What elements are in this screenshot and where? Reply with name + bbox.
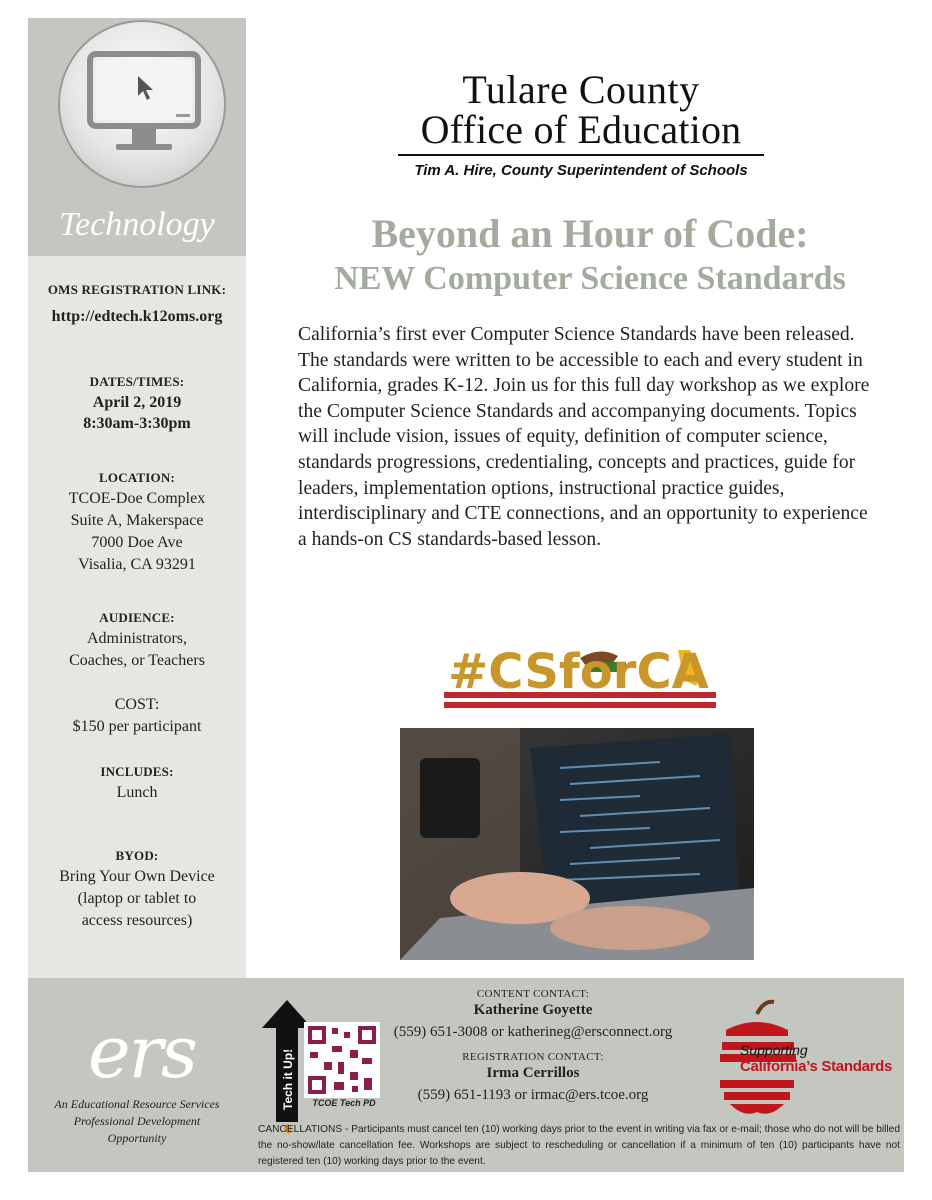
registration-heading: OMS REGISTRATION LINK: <box>47 282 227 297</box>
contacts-block <box>368 988 698 1106</box>
tcoe-logo <box>396 67 766 179</box>
superintendent-line: Tim A. Hire, County Superintendent of Schools <box>414 162 748 179</box>
cost-heading: COST: <box>114 696 160 713</box>
org-name-line2: Office of Education <box>420 107 742 152</box>
byod-block <box>28 848 246 932</box>
registration-link[interactable]: http://edtech.k12oms.org <box>51 308 223 325</box>
info-sidebar <box>28 18 246 978</box>
contact-footer <box>28 978 904 1172</box>
content-contact-name: Katherine Goyette <box>473 1002 593 1018</box>
content-contact-heading: CONTENT CONTACT: <box>476 988 590 1000</box>
location-line: 7000 Doe Ave <box>91 534 183 551</box>
includes-heading: INCLUDES: <box>100 764 174 779</box>
byod-line: access resources) <box>81 912 193 929</box>
location-line: Visalia, CA 93291 <box>78 556 196 573</box>
supporting-label: Supporting <box>740 1042 808 1058</box>
csforca-hashtag: #CSforCA <box>448 644 709 700</box>
monitor-badge <box>58 20 226 188</box>
event-date: April 2, 2019 <box>92 394 182 411</box>
logo-divider <box>398 154 764 156</box>
workshop-description: California’s first ever Computer Science Standards have been released. The standards were written to be accessible to each and every student in California, grades K-12. Join us for this full day workshop as we explore the Computer Science Standards and accompanying documents. Topics will include vision, issues of equity, definition of computer science, standards progressions, credentialing, concepts and practices, guide for leaders, implementation options, instructional practice guides, interdisciplinary and CTE connections, and an opportunity to experience a hands-on CS standards-based lesson. <box>298 324 870 550</box>
california-standards-label: California’s Standards <box>740 1058 893 1075</box>
csforca-logo <box>440 636 720 712</box>
dates-block <box>28 374 246 434</box>
ers-logo: ers <box>88 1010 196 1094</box>
byod-line: Bring Your Own Device <box>59 868 215 885</box>
org-name-line1: Tulare County <box>462 67 700 112</box>
location-heading: LOCATION: <box>99 470 175 485</box>
byod-heading: BYOD: <box>115 848 159 863</box>
content-contact-details[interactable]: (559) 651-3008 or katherineg@ersconnect.org <box>393 1024 673 1040</box>
registration-contact-heading: REGISTRATION CONTACT: <box>462 1051 604 1063</box>
category-label: Technology <box>59 206 215 243</box>
audience-line: Coaches, or Teachers <box>69 652 205 669</box>
workshop-title: Beyond an Hour of Code: <box>371 211 809 256</box>
audience-line: Administrators, <box>87 630 187 647</box>
ers-caption-line: Professional Development <box>73 1114 201 1128</box>
registration-contact-name: Irma Cerrillos <box>486 1065 580 1081</box>
computer-monitor-icon <box>86 48 202 158</box>
ers-caption-line: An Educational Resource Services <box>54 1097 220 1111</box>
registration-link-block <box>28 282 246 327</box>
csforca-logo-graphic <box>440 636 720 712</box>
workshop-subtitle: NEW Computer Science Standards <box>334 260 846 297</box>
audience-block <box>28 610 246 672</box>
sidebar-header <box>28 18 246 256</box>
audience-heading: AUDIENCE: <box>99 610 175 625</box>
cancellation-policy: CANCELLATIONS - Participants must cancel ten (10) working days prior to the event in writing via fax or e-mail; those who do not will be billed the no-show/late cancellation fee. Workshops are subject to rescheduling or cancellation if a minimum of ten (10) participants have not registered ten (10) working days prior to the event. <box>258 1124 900 1167</box>
laptop-coding-photo <box>400 728 754 960</box>
supporting-standards-logo <box>740 1042 900 1075</box>
ers-caption-line: Opportunity <box>107 1131 167 1145</box>
ers-caption <box>28 1096 246 1147</box>
registration-contact-details[interactable]: (559) 651-1193 or irmac@ers.tcoe.org <box>417 1087 649 1103</box>
cost-value: $150 per participant <box>72 718 202 735</box>
event-time: 8:30am-3:30pm <box>83 415 191 432</box>
dates-heading: DATES/TIMES: <box>89 374 185 389</box>
includes-block <box>28 764 246 804</box>
tech-it-up-label: Tech it Up! <box>281 1048 295 1110</box>
cost-block <box>28 694 246 738</box>
location-block <box>28 470 246 576</box>
byod-line: (laptop or tablet to <box>77 890 197 907</box>
laptop-photo-illustration <box>400 728 754 960</box>
includes-value: Lunch <box>116 784 158 801</box>
tech-pd-label: TCOE Tech PD <box>312 1098 376 1108</box>
location-line: TCOE-Doe Complex <box>68 490 206 507</box>
location-line: Suite A, Makerspace <box>70 512 204 529</box>
